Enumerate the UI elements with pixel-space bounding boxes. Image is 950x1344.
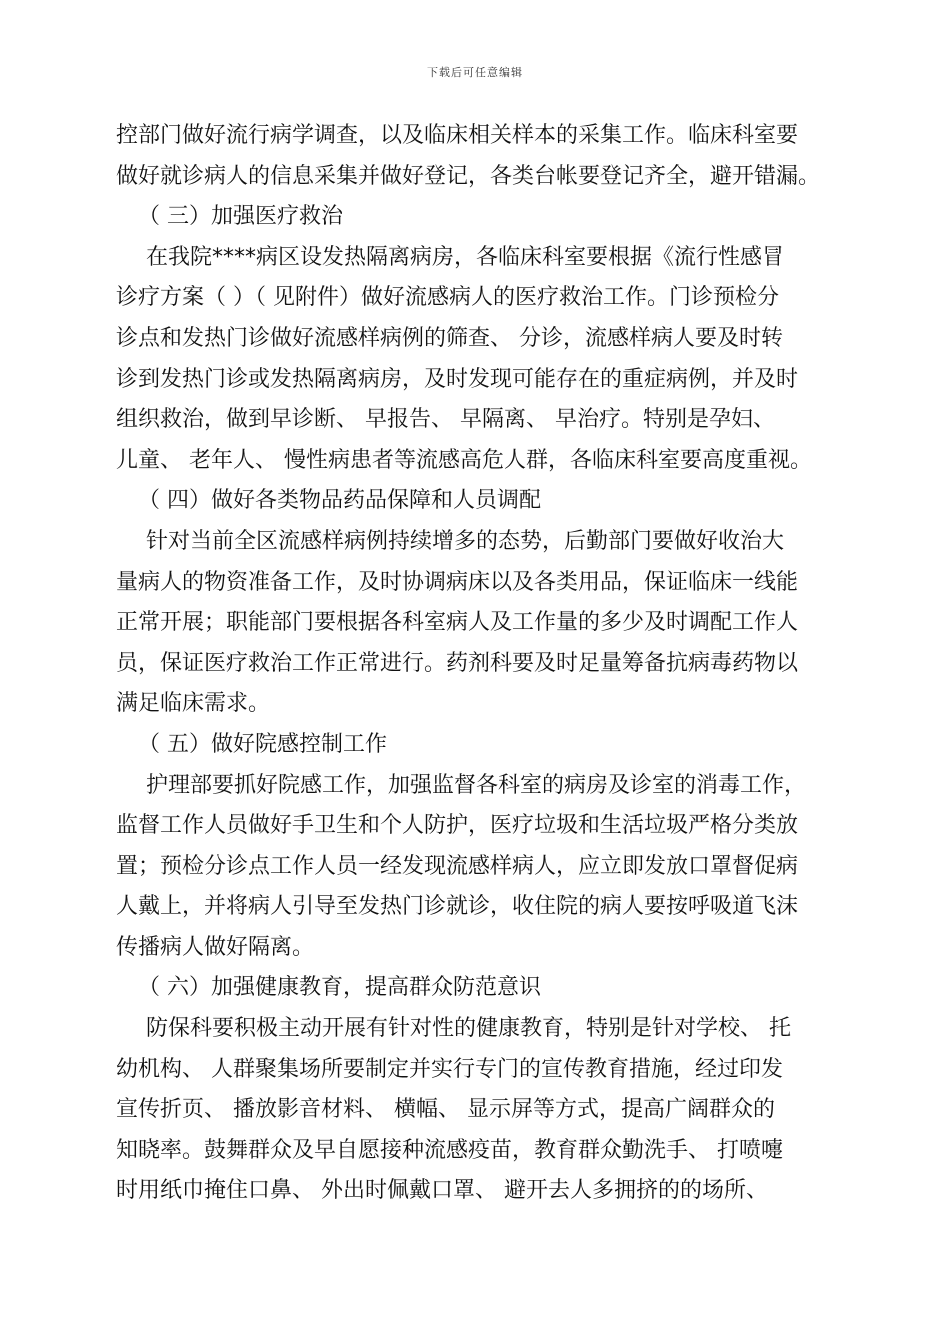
text-line: 幼机构、 人群聚集场所要制定并实行专门的宣传教育措施，经过印发 (116, 1056, 783, 1082)
section-heading: （ 六）加强健康教育，提高群众防范意识 (138, 975, 541, 1001)
paragraph-start: 护理部要抓好院感工作，加强监督各科室的病房及诊室的消毒工作， (146, 772, 807, 798)
text-line: 量病人的物资准备工作，及时协调病床以及各类用品，保证临床一线能 (116, 569, 799, 595)
text-line: 知晓率。鼓舞群众及早自愿接种流感疫苗，教育群众勤洗手、 打喷嚏 (116, 1137, 783, 1163)
text-line: 控部门做好流行病学调查，以及临床相关样本的采集工作。临床科室要 (116, 123, 799, 148)
text-line: 时用纸巾掩住口鼻、 外出时佩戴口罩、 避开去人多拥挤的的场所、 (116, 1178, 768, 1204)
text-line: 宣传折页、 播放影音材料、 横幅、 显示屏等方式，提高广阔群众的 (116, 1097, 775, 1123)
text-line: 置；预检分诊点工作人员一经发现流感样病人，应立即发放口罩督促病 (116, 853, 799, 879)
document-body (116, 116, 846, 1212)
text-line: 组织救治，做到早诊断、 早报告、 早隔离、 早治疗。特别是孕妇、 (116, 407, 775, 433)
paragraph-start: 防保科要积极主动开展有针对性的健康教育，特别是针对学校、 托 (146, 1016, 791, 1042)
text-line: 监督工作人员做好手卫生和个人防护，医疗垃圾和生活垃圾严格分类放 (116, 813, 799, 839)
text-line: 正常开展；职能部门要根据各科室病人及工作量的多少及时调配工作人 (116, 610, 799, 636)
page-header: 下载后可任意编辑 (427, 66, 523, 79)
text-line: 儿童、 老年人、 慢性病患者等流感高危人群，各临床科室要高度重视。 (116, 447, 812, 473)
section-heading: （ 三）加强医疗救治 (138, 204, 343, 230)
text-line: 满足临床需求。 (116, 691, 271, 717)
text-line: 诊疗方案（ ）（ 见附件）做好流感病人的医疗救治工作。门诊预检分 (116, 285, 779, 311)
text-line: 诊点和发热门诊做好流感样病例的筛查、 分诊，流感样病人要及时转 (116, 325, 783, 351)
text-line: 人戴上，并将病人引导至发热门诊就诊，收住院的病人要按呼吸道飞沫 (116, 894, 799, 920)
section-heading: （ 五）做好院感控制工作 (138, 731, 387, 757)
section-heading: （ 四）做好各类物品药品保障和人员调配 (138, 488, 541, 514)
paragraph-start: 针对当前全区流感样病例持续增多的态势，后勤部门要做好收治大 (146, 528, 785, 554)
text-line: 传播病人做好隔离。 (116, 934, 315, 960)
text-line: 员，保证医疗救治工作正常进行。药剂科要及时足量筹备抗病毒药物以 (116, 650, 799, 676)
text-line: 诊到发热门诊或发热隔离病房，及时发现可能存在的重症病例，并及时 (116, 366, 799, 392)
text-line: 做好就诊病人的信息采集并做好登记，各类台帐要登记齐全，避开错漏。 (116, 163, 821, 189)
paragraph-start: 在我院****病区设发热隔离病房，各临床科室要根据《流行性感冒 (146, 244, 785, 270)
